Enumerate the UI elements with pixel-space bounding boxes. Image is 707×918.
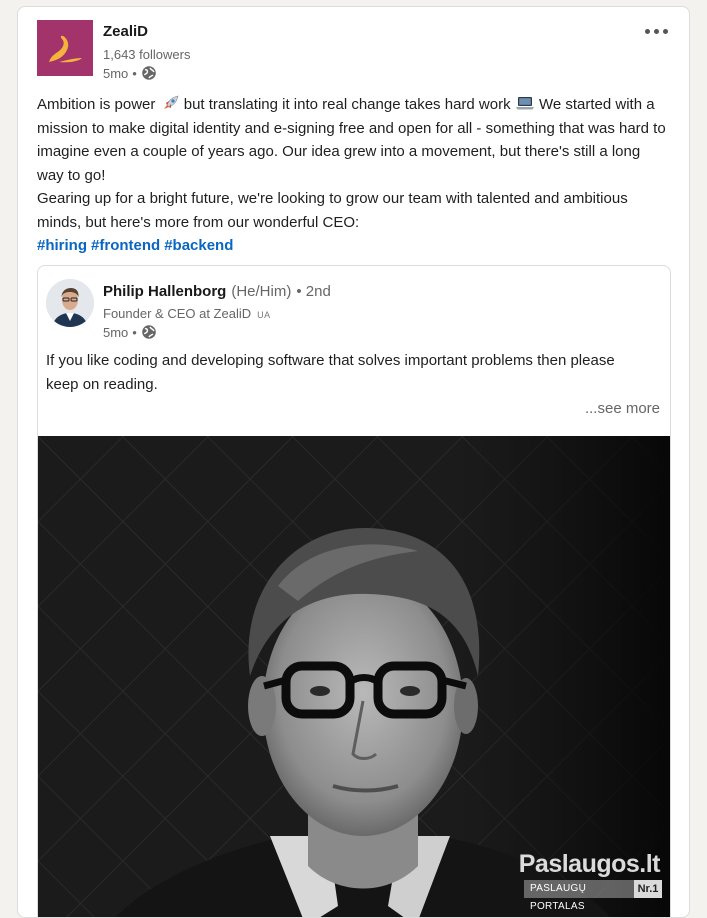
post-card (17, 6, 690, 918)
post-photo[interactable] (38, 436, 670, 918)
author-language-badge: UA (257, 310, 271, 320)
laptop-emoji-icon (515, 94, 535, 112)
meta-separator: • (132, 65, 137, 81)
reshared-post[interactable] (37, 265, 671, 918)
hashtag-frontend[interactable]: #frontend (91, 237, 161, 254)
author-avatar[interactable] (46, 279, 94, 327)
ellipsis-dot-icon (645, 29, 650, 34)
post-meta (103, 65, 157, 81)
post-text-segment: Ambition is power (37, 96, 156, 113)
post-age: 5mo (103, 65, 129, 81)
followers-count: 1,643 followers (103, 47, 191, 62)
connection-degree: • 2nd (296, 283, 331, 300)
globe-icon (141, 65, 157, 81)
globe-icon (141, 324, 157, 340)
author-headline (103, 306, 271, 321)
company-name[interactable]: ZealiD (103, 23, 149, 40)
meta-separator: • (132, 324, 137, 340)
author-title: Founder & CEO at ZealiD (103, 306, 252, 321)
author-avatar-image (46, 279, 94, 327)
watermark-title: Paslaugos.lt (518, 850, 660, 878)
post-text-segment: but translating it into real change takes hard work (183, 96, 511, 113)
reshare-age: 5mo (103, 324, 129, 340)
hashtag-hiring[interactable]: #hiring (37, 237, 88, 254)
reshare-meta (103, 324, 157, 340)
rocket-emoji-icon (160, 94, 180, 112)
post-paragraph-1 (37, 93, 669, 187)
post-paragraph-2: Gearing up for a bright future, we're looking to grow our team with talented and ambitious minds, but here's more from our wonderful CEO: (37, 190, 628, 231)
hashtag-list (37, 234, 669, 258)
author-row (103, 283, 331, 300)
hashtag-backend[interactable]: #backend (164, 237, 234, 254)
zealid-logo-icon (37, 20, 93, 76)
author-pronouns: (He/Him) (231, 283, 292, 300)
reshare-text: If you like coding and developing software that solves important problems then please keep on reading. (46, 352, 615, 393)
see-more-link[interactable]: ...see more (584, 400, 660, 417)
company-logo[interactable] (37, 20, 93, 76)
ceo-portrait-image (38, 436, 670, 918)
post-text-segment: We started with a mission to make digital identity and e-signing free and open for all - something that was hard to imagine even a couple of years ago. Our idea grew into a movement, but there's still a long way to go! (37, 96, 666, 184)
watermark-badge: Nr.1 (634, 880, 662, 898)
watermark (518, 850, 664, 912)
ellipsis-dot-icon (663, 29, 668, 34)
post-body (37, 93, 669, 258)
watermark-subtitle: PASLAUGŲ PORTALAS (524, 880, 634, 898)
author-name[interactable]: Philip Hallenborg (103, 283, 227, 300)
ellipsis-dot-icon (654, 29, 659, 34)
more-options-button[interactable] (641, 21, 671, 41)
